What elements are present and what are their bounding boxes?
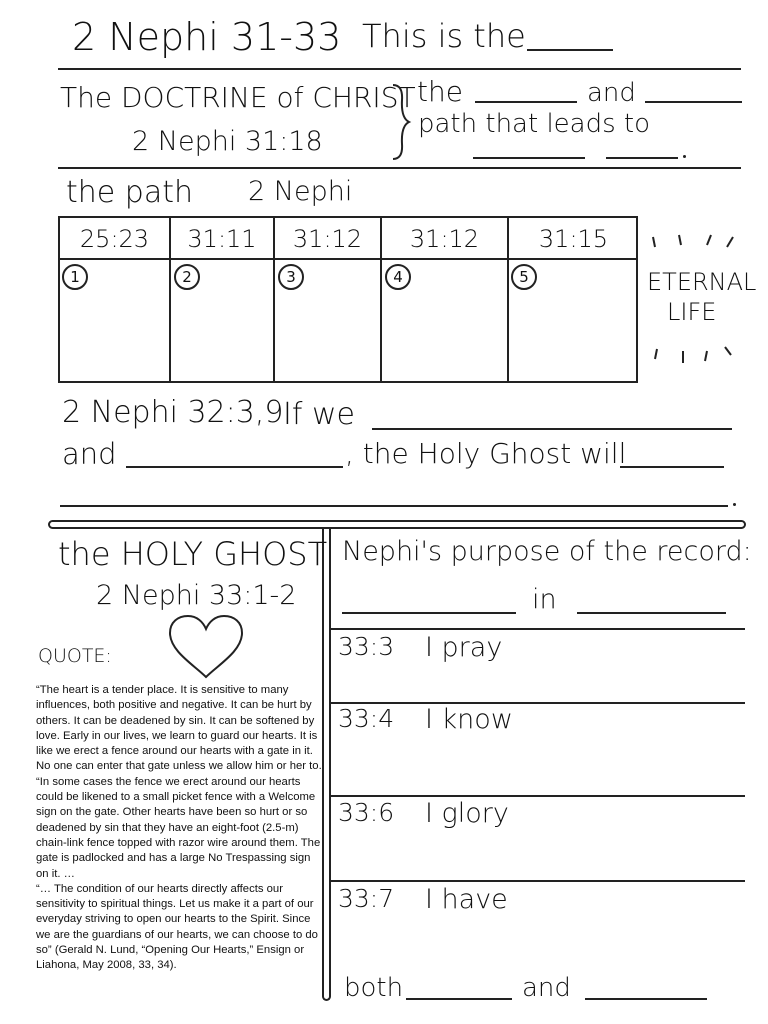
path-answer-cell-1[interactable] <box>60 260 169 381</box>
path-step-ref: 31:11 <box>187 225 257 253</box>
eternal-life-line-1: ETERNAL <box>647 268 757 296</box>
if-we-ref: 2 Nephi 32:3,9 <box>62 395 284 430</box>
page-title <box>72 15 342 59</box>
if-we-blank-1[interactable] <box>372 428 732 430</box>
purpose-item-ref: 33:7 <box>338 884 395 913</box>
purpose-blank-1[interactable] <box>342 612 516 614</box>
if-we-and: and <box>62 437 117 471</box>
if-we-blank-3[interactable] <box>620 466 724 468</box>
doctrine-path: path that leads to <box>418 109 651 139</box>
purpose-in: in <box>532 584 557 615</box>
path-answer-cell-2[interactable] <box>171 260 273 381</box>
step-number-1: 1 <box>62 264 88 290</box>
if-we-period <box>733 503 736 506</box>
purpose-item-ref: 33:6 <box>338 798 395 827</box>
column-divider <box>322 529 331 1001</box>
doctrine-blank-1[interactable] <box>475 101 577 103</box>
purpose-divider <box>331 880 745 882</box>
right-brace-icon <box>390 82 412 162</box>
purpose-item-text: I know <box>425 704 513 735</box>
section-divider <box>48 520 746 529</box>
path-step-ref: 31:12 <box>409 225 480 253</box>
purpose-item-ref: 33:4 <box>338 704 395 733</box>
purpose-heading: Nephi's purpose of the record: <box>342 536 752 567</box>
path-answer-cell-5[interactable] <box>509 260 638 381</box>
purpose-and: and <box>522 973 571 1003</box>
doctrine-period <box>683 155 686 158</box>
quote-text <box>36 683 322 974</box>
path-answer-cell-3[interactable] <box>275 260 380 381</box>
purpose-item-text: I glory <box>425 798 509 829</box>
doctrine-blank-2[interactable] <box>645 101 742 103</box>
if-we-blank-2[interactable] <box>126 466 343 468</box>
holy-ghost-ref: 2 Nephi 33:1-2 <box>96 580 297 611</box>
purpose-both: both <box>344 973 404 1003</box>
path-answer-cell-4[interactable] <box>382 260 507 381</box>
step-number-3: 3 <box>278 264 304 290</box>
divider-2 <box>58 167 741 169</box>
step-number-4: 4 <box>385 264 411 290</box>
heart-icon <box>166 613 246 681</box>
quote-paragraph: “… The condition of our hearts directly affects our sensitivity to spiritual things. Let us make it a part of our everyday striving to open our hearts to the Spirit. Since we are the guardians of our hearts, we can choose to do so” (Gerald N. Lund, “Opening Our Hearts,” Ensign or Liahona, May 2008, 33, 34). <box>36 882 318 972</box>
purpose-divider <box>331 795 745 797</box>
path-heading: the path <box>66 175 193 210</box>
path-step-ref: 31:15 <box>538 225 609 253</box>
quote-label: QUOTE: <box>38 645 112 667</box>
purpose-blank-4[interactable] <box>585 998 707 1000</box>
if-we-holy-ghost-will: , the Holy Ghost will <box>345 437 627 470</box>
eternal-life-line-2: LIFE <box>667 298 717 326</box>
if-we-blank-4[interactable] <box>60 505 728 507</box>
title-lead: This is the <box>362 17 526 55</box>
step-number-2: 2 <box>174 264 200 290</box>
doctrine-heading: The DOCTRINE of CHRIST <box>60 81 416 114</box>
doctrine-blank-3[interactable] <box>473 157 585 159</box>
doctrine-blank-4[interactable] <box>606 157 678 159</box>
step-number-5: 5 <box>511 264 537 290</box>
title-text: 2 Nephi 31-33 <box>72 15 342 59</box>
path-ref: 2 Nephi <box>248 176 353 207</box>
quote-paragraph: “The heart is a tender place. It is sensitive to many influences, both positive and negative. It can be hurt by others. It can be deadened by sin. It can be softened by love. Early in our lives, we learn to guard our hearts. It is like we erect a fence around our hearts with a gate in it. No one can enter that gate unless we allow him or her to. <box>36 684 322 773</box>
purpose-answer-area[interactable] <box>333 742 743 792</box>
purpose-item-text: I have <box>425 884 508 915</box>
path-step-ref: 25:23 <box>79 225 150 253</box>
title-blank[interactable] <box>527 49 613 51</box>
purpose-blank-2[interactable] <box>577 612 726 614</box>
purpose-item-ref: 33:3 <box>338 632 395 661</box>
path-step-ref: 31:12 <box>292 225 363 253</box>
doctrine-and: and <box>587 78 636 108</box>
purpose-answer-area[interactable] <box>333 670 743 700</box>
doctrine-ref: 2 Nephi 31:18 <box>132 126 323 157</box>
purpose-answer-area[interactable] <box>333 836 743 876</box>
doctrine-the: the <box>417 75 463 108</box>
purpose-blank-3[interactable] <box>406 998 512 1000</box>
purpose-item-text: I pray <box>425 632 503 663</box>
if-we-text: If we <box>283 397 355 432</box>
purpose-divider <box>331 628 745 630</box>
quote-paragraph: “In some cases the fence we erect around our hearts could be likened to a small picket fence with a Welcome sign on the gate. Other hearts have been so hurt or so deadened by sin that they have an eight-foot (2.5-m) chain-link fence topped with razor wire around them. The gate is padlocked and has a large No Trespassing sign on it. … <box>36 775 321 880</box>
holy-ghost-heading: the HOLY GHOST <box>58 535 328 573</box>
divider-1 <box>58 68 741 70</box>
